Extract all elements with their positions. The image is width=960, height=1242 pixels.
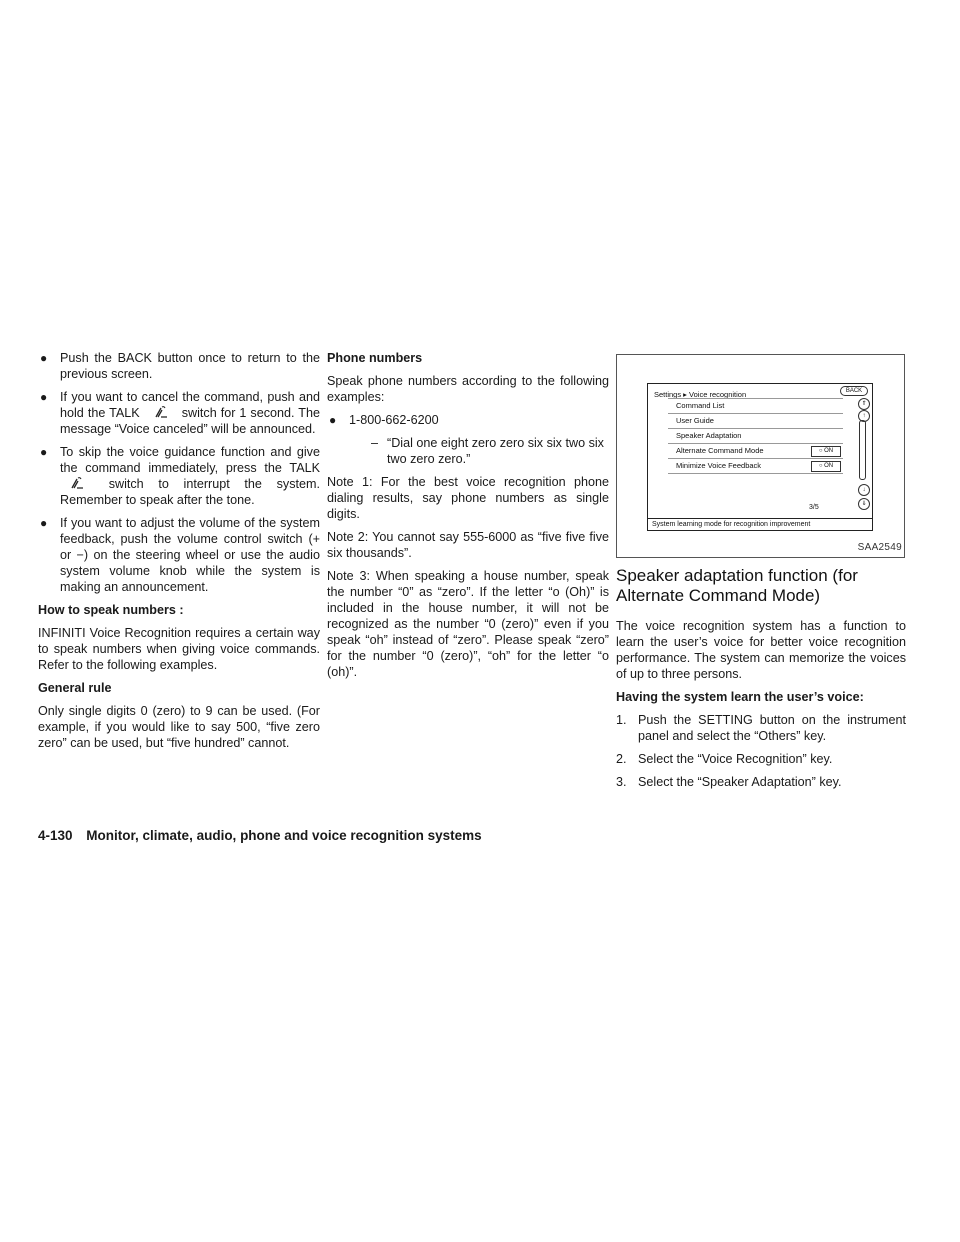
- talk-switch-icon: [144, 405, 178, 419]
- bullet-cancel-command: ● If you want to cancel the command, push and hold the TALK switch for 1 second. The message “Voice canceled” will be announced.: [40, 390, 321, 436]
- screen-breadcrumb: Settings ▸ Voice recognition: [654, 390, 747, 399]
- back-button: BACK: [840, 386, 868, 396]
- column-left: [38, 350, 320, 758]
- heading-general-rule: General rule: [38, 681, 112, 695]
- menu-item-command-list: Command List: [668, 398, 843, 414]
- bullet-dot: ●: [40, 390, 48, 404]
- bullet-dot: ●: [40, 516, 48, 530]
- bullet-back-button: ● Push the BACK button once to return to the previous screen.: [40, 351, 320, 381]
- settings-menu: [668, 398, 843, 474]
- bullet-dot: ●: [40, 351, 48, 365]
- on-indicator: ○ ON: [811, 446, 841, 457]
- screen-status-bar: System learning mode for recognition improvement: [648, 518, 872, 530]
- page-footer: [38, 828, 482, 843]
- heading-how-to-speak-numbers: How to speak numbers :: [38, 603, 184, 617]
- chapter-title: Monitor, climate, audio, phone and voice recognition systems: [86, 828, 482, 843]
- scrollbar-track: [859, 420, 866, 480]
- menu-item-minimize-voice-feedback: Minimize Voice Feedback ○ ON: [668, 459, 843, 474]
- heading-phone-numbers: Phone numbers: [327, 351, 423, 365]
- voice-recognition-screen-figure: [616, 354, 905, 558]
- phone-example-spoken: – “Dial one eight zero zero six six two six two zero zero.”: [371, 436, 604, 466]
- step-2: 2. Select the “Voice Recognition” key.: [616, 752, 833, 766]
- menu-item-alternate-command-mode: Alternate Command Mode ○ ON: [668, 444, 843, 459]
- bullet-adjust-volume: ● If you want to adjust the volume of the system feedback, push the volume control switch (+ or −) on the steering wheel or use the audio system volume knob while the system is making an announcement.: [40, 516, 320, 594]
- on-indicator: ○ ON: [811, 461, 841, 472]
- dash-marker: –: [371, 436, 379, 450]
- subheading-learn-voice: Having the system learn the user’s voice:: [616, 690, 864, 704]
- bullet-dot: ●: [40, 445, 48, 459]
- scroll-up-icon: ⇑: [858, 398, 870, 410]
- page-down-icon: ↓: [858, 484, 870, 496]
- figure-code: SAA2549: [857, 542, 902, 553]
- bullet-phone-example: ● 1-800-662-6200: [329, 413, 439, 427]
- paragraph-speak-numbers: INFINITI Voice Recognition requires a certain way to speak numbers when giving voice commands. Refer to the following examples.: [38, 626, 320, 672]
- menu-item-speaker-adaptation: Speaker Adaptation: [668, 429, 843, 444]
- column-right: [616, 354, 906, 797]
- page-number: 4-130: [38, 828, 73, 843]
- page-indicator: 3/5: [809, 504, 819, 511]
- paragraph-phone-numbers: Speak phone numbers according to the following examples:: [327, 374, 609, 404]
- note-1: Note 1: For the best voice recognition phone dialing results, say phone numbers as single digits.: [327, 475, 609, 521]
- screen-display: [647, 383, 873, 531]
- bullet-dot: ●: [329, 413, 337, 427]
- scroll-down-icon: ⇓: [858, 498, 870, 510]
- bullet-skip-guidance: ● To skip the voice guidance function and give the command immediately, press the TALK switch to interrupt the system. Remember to speak after the tone.: [40, 445, 320, 507]
- menu-item-user-guide: User Guide: [668, 414, 843, 429]
- step-3: 3. Select the “Speaker Adaptation” key.: [616, 775, 842, 789]
- paragraph-speaker-adaptation: The voice recognition system has a function to learn the user’s voice for better voice recognition performance. The system can memorize the voices of up to three persons.: [616, 619, 906, 681]
- talk-switch-icon: [60, 476, 94, 490]
- step-1: 1. Push the SETTING button on the instrument panel and select the “Others” key.: [616, 713, 906, 743]
- note-2: Note 2: You cannot say 555-6000 as “five five five six thousands”.: [327, 530, 609, 560]
- heading-speaker-adaptation: Speaker adaptation function (for Alternate Command Mode): [616, 566, 858, 605]
- paragraph-general-rule: Only single digits 0 (zero) to 9 can be used. (For example, if you would like to say 500, “five zero zero” can be used, but “five hundred” cannot.: [38, 704, 320, 750]
- column-middle: [327, 350, 609, 687]
- note-3: Note 3: When speaking a house number, speak the number “0” as “zero”. If the letter “o (Oh)” is included in the house number, it will not be recognized as the number “0 (zero)” even if you speak “oh” instead of “zero”. Please speak “zero” for the number “0 (zero)”, “oh” for the letter “o (oh)”.: [327, 569, 609, 679]
- page-up-icon: ↑: [858, 410, 870, 422]
